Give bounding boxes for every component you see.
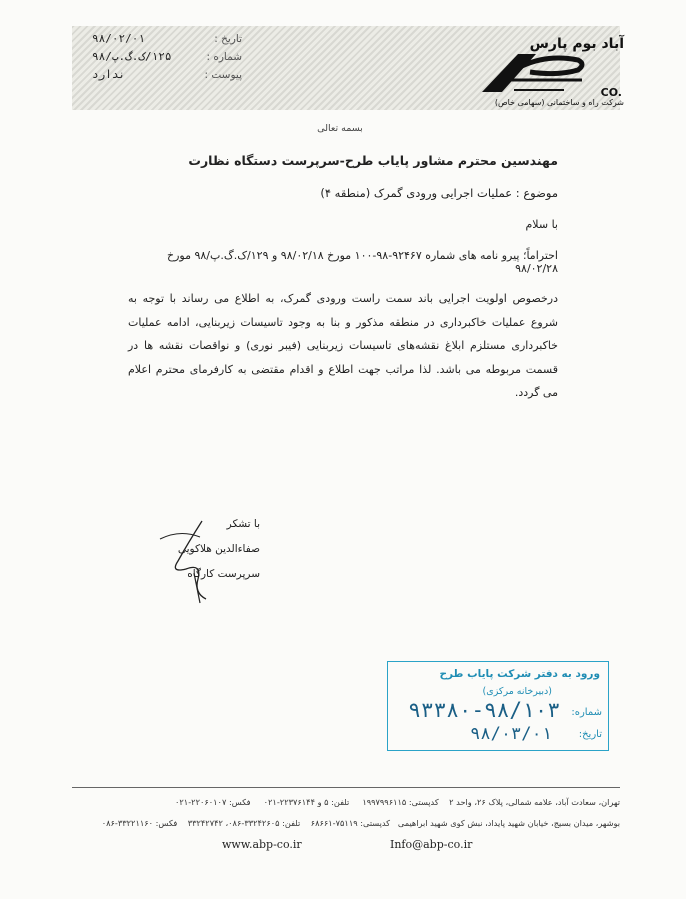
receipt-stamp <box>387 661 609 751</box>
company-suffix: CO. <box>600 86 622 99</box>
signatory-title: سرپرست کارگاه <box>187 568 260 580</box>
email-link[interactable]: Info@abp-co.ir <box>390 838 473 851</box>
body-paragraph: درخصوص اولویت اجرایی باند سمت راست ورودی گمرک، به اطلاع می رساند با توجه به شروع عملیات خاکبرداری در منطقه مذکور و بنا به وجود تاسیسات زیربنایی، ادامه عملیات خاکبرداری مستلزم ابلاغ نقشه‌های تاسیسات زیربنایی (فیبر نوری) و نواقصات نقشه ها در قسمت مربوطه می باشد. لذا مراتب جهت اطلاع و اقدام مقتضی به کارفرمای محترم اعلام می گردد. <box>128 292 558 399</box>
date-value: ۹۸/۰۲/۰۱ <box>92 32 145 45</box>
tehran-address: تهران، سعادت آباد، علامه شمالی، پلاک ۲۶، واحد ۲ <box>449 797 620 807</box>
bushehr-phone: تلفن: ۳۳۲۴۲۶۰۵-۰۸۶، ۳۳۲۴۲۷۴۲ <box>187 818 301 828</box>
bushehr-fax: فکس: ۳۳۲۲۱۱۶۰-۰۸۶ <box>101 818 178 828</box>
company-logo <box>476 28 624 110</box>
number-label: شماره : <box>206 51 242 63</box>
stamp-date-label: تاریخ: <box>578 729 602 740</box>
date-row <box>92 30 242 48</box>
number-row <box>92 48 242 66</box>
company-tagline: شرکت راه و ساختمانی (سهامی خاص) <box>494 98 624 107</box>
greeting: با سلام <box>525 218 558 231</box>
tehran-fax: فکس: ۲۲۰۶۰۱۰۷-۰۲۱ <box>175 797 251 807</box>
subject-line: موضوع : عملیات اجرایی ورودی گمرک (منطقه ۴) <box>320 186 558 200</box>
bushehr-postal: کدپستی: ۷۵۱۱۹-۶۸۶۶۱ <box>310 818 391 828</box>
stamp-date-value: ۹۸/۰۳/۰۱ <box>470 724 552 744</box>
signature-closing: با تشکر <box>226 518 260 530</box>
signatory-name: صفاءالدین هلاکویی <box>177 543 260 555</box>
attachment-label: پیوست : <box>204 69 242 81</box>
footer-bushehr <box>72 818 620 828</box>
attachment-value: ندارد <box>92 68 126 81</box>
tehran-postal: کدپستی: ۱۹۹۷۹۹۶۱۱۵ <box>362 797 439 807</box>
logo-mark-icon <box>478 50 586 96</box>
stamp-title: ورود به دفتر شرکت پایاب طرح <box>439 668 600 680</box>
website-link[interactable]: www.abp-co.ir <box>222 838 302 851</box>
tehran-phone: تلفن: ۵ و ۲۲۳۷۶۱۴۴-۰۲۱ <box>263 797 350 807</box>
stamp-subtitle: (دبیرخانه مرکزی) <box>482 686 552 697</box>
signature-block <box>140 515 260 605</box>
attachment-row <box>92 66 242 84</box>
footer-tehran <box>72 797 620 807</box>
basmala: بسمه تعالی <box>317 123 363 134</box>
company-name: آباد بوم پارس <box>529 36 624 52</box>
stamp-number-value: ۹۳۳۸۰-۹۸/۱۰۳ <box>408 698 560 722</box>
stamp-number-label: شماره: <box>571 707 602 718</box>
footer-divider <box>72 787 620 788</box>
reference-paragraph: احتراماً؛ پیرو نامه های شماره ۹۲۴۶۷-۹۸-۱۰۰ مورخ ۹۸/۰۲/۱۸ و ۱۲۹/ک.گ.پ/۹۸ مورخ ۹۸/۰۲/۲۸ <box>166 249 558 275</box>
bushehr-address: بوشهر، میدان بسیج، خیابان شهید پایداد، نبش کوی شهید ابراهیمی <box>397 818 620 828</box>
reference-block <box>92 30 242 84</box>
addressee: مهندسین محترم مشاور پایاب طرح-سرپرست دستگاه نظارت <box>188 153 558 168</box>
number-value: ۱۲۵/ک.گ.پ/۹۸ <box>92 50 172 63</box>
date-label: تاریخ : <box>214 33 242 45</box>
